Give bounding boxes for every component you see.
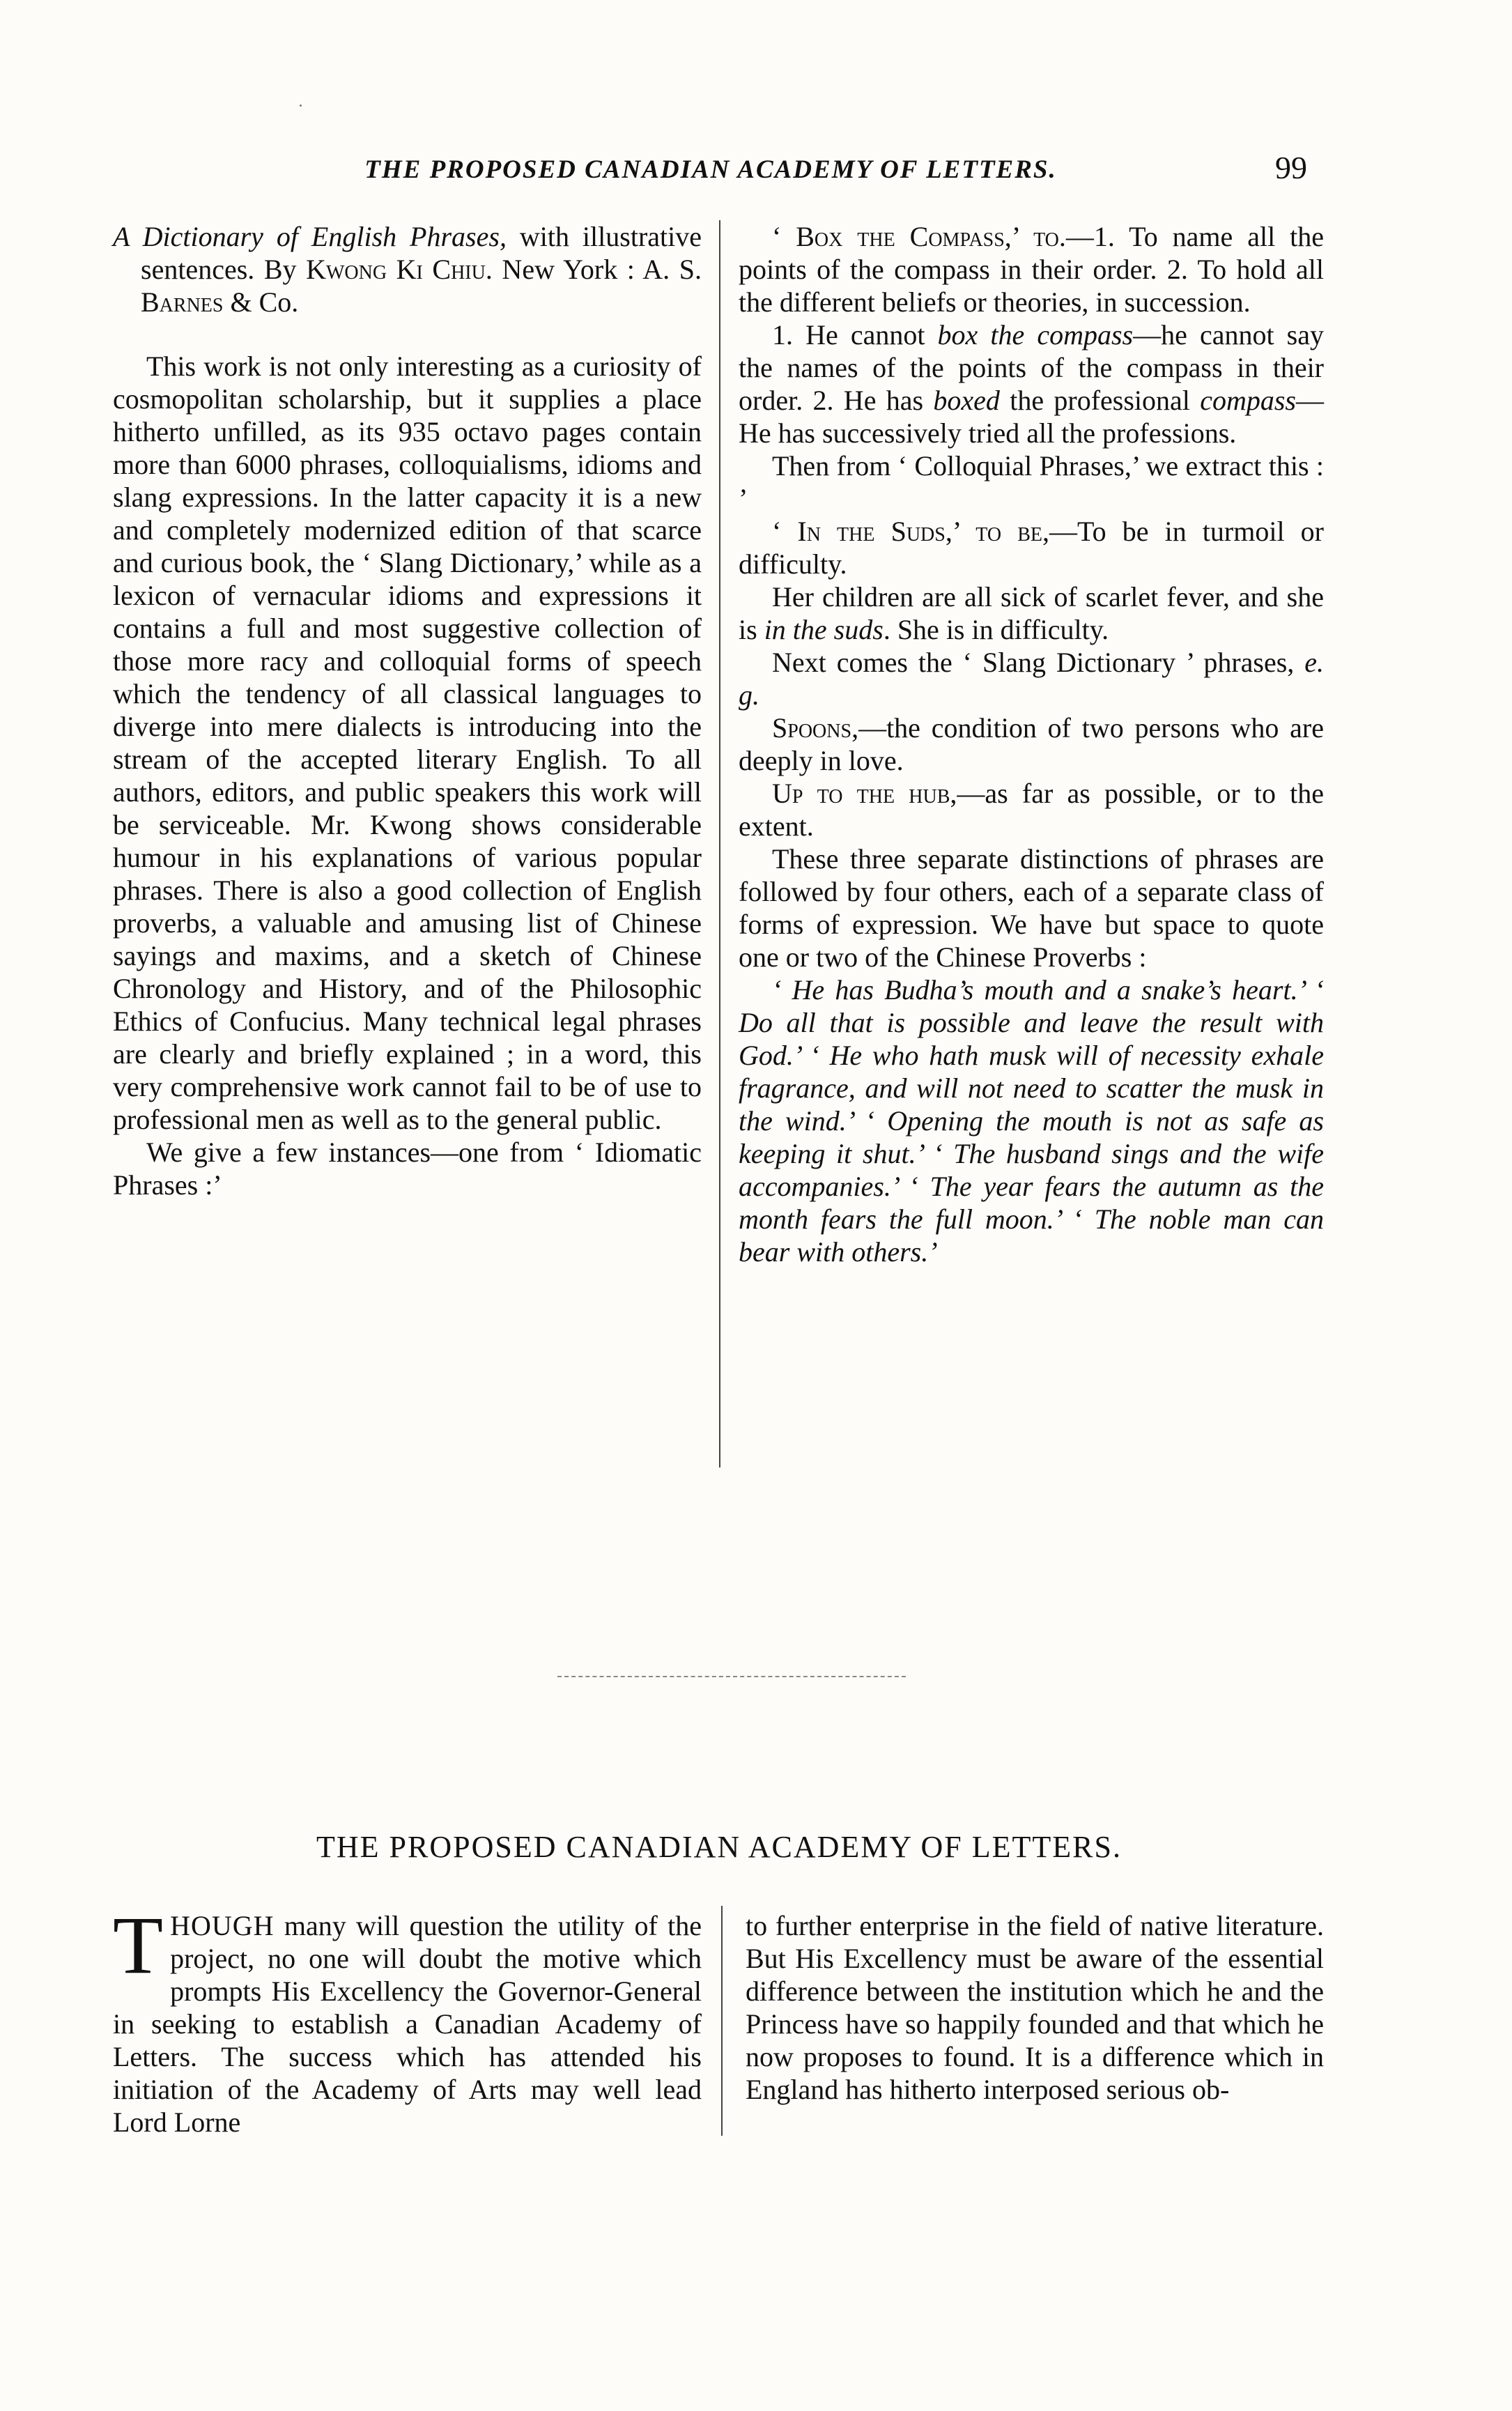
stray-mark [300,105,302,107]
publisher-text: . New York : A. S. [485,254,702,285]
slang-intro-a: Next comes the ‘ Slang Dictionary ’ phrases, [772,647,1305,678]
suds-ex-a: Her children are all sick of scarlet fever, and she is [739,581,1324,645]
article-title: THE PROPOSED CANADIAN ACADEMY OF LETTERS. [316,1830,1122,1864]
hub-definition: ,—as far as possible, or to the extent. [739,778,1325,842]
compass-ex-b: box the compass [937,319,1134,351]
lead-word: HOUGH [170,1910,275,1941]
compass-entry [739,220,1324,318]
spoons-head: Spoons [772,712,852,744]
hub-entry [739,777,1324,842]
book-citation [113,220,702,318]
compass-ex-f: compass [1200,385,1296,416]
suds-definition: —To be in turmoil or difficulty. [739,516,1324,580]
spoons-entry [739,711,1324,777]
suds-example [739,580,1324,646]
publisher-end: & Co. [223,286,299,318]
section-separator [557,1676,906,1677]
hub-head: Up to the hub [772,778,950,809]
review-paragraph-2: We give a few instances—one from ‘ Idiomatic Phrases :’ [113,1137,702,1201]
drop-cap: T [113,1900,164,1991]
book-title: A Dictionary of English Phrases, [113,221,507,252]
suds-head: ‘ In the Suds,’ to be, [772,516,1049,547]
article-opening [113,1900,702,2139]
book-title-rest: with illustrative sentences. By [141,221,702,285]
compass-ex-d: boxed [933,385,1000,416]
page-number: 99 [1275,150,1307,185]
column-rule [719,220,720,1468]
slang-intro [739,646,1324,711]
compass-example [739,318,1324,449]
distinctions-paragraph: These three separate distinctions of phrases are followed by four others, each of a separate class of forms of expression. We have but space to quote one or two of the Chinese Proverbs : [739,843,1324,973]
suds-entry [739,515,1324,580]
chinese-proverbs: ‘ He has Budha’s mouth and a snake’s heart.’ ‘ Do all that is possible and leave the result with God.’ ‘ He who hath musk will of necessity exhale fragrance, and will not need to scatter the musk in the wind.’ ‘ Opening the mouth is not as safe as keeping it shut.’ ‘ The husband sings and the wife accompanies.’ ‘ The year fears the autumn as the month fears the full moon.’ ‘ The noble man can bear with others.’ [739,974,1324,1268]
article-column-rule [721,1906,723,2136]
article-right-column [746,1909,1324,2106]
review-right-column [739,220,1324,1268]
suds-ex-c: . She is in difficulty. [883,614,1109,645]
spoons-definition: ,—the condition of two persons who are deeply in love. [739,712,1324,776]
slang-intro-b: e. g. [739,647,1324,711]
review-paragraph-1: This work is not only interesting as a curiosity of cosmopolitan scholarship, but it supplies a place hitherto unfilled, as its 935 octavo pages contain more than 6000 phrases, colloquialisms, idioms and slang expressions. In the latter capacity it is a new and completely modernized edition of that scarce and curious book, the ‘ Slang Dictionary,’ while as a lexicon of vernacular idioms and expressions it contains a full and most suggestive collection of those more racy and colloquial forms of speech which the tendency of all classical languages to diverge into mere dialects is introducing into the stream of the accepted literary English. To all authors, editors, and public speakers this work will be serviceable. Mr. Kwong shows considerable humour in his explanations of various popular phrases. There is also a good collection of English proverbs, a valuable and amusing list of Chinese sayings and maxims, and a sketch of Chinese Chronology and History, and of the Philosophic Ethics of Confucius. Many technical legal phrases are clearly and briefly explained ; in a word, this very comprehensive work cannot fail to be of use to professional men as well as to the general public. [113,351,702,1135]
publisher-name: Barnes [141,286,224,318]
article-left-text: many will question the utility of the project, no one will doubt the motive which prompts His Excellency the Governor-General in seeking to establish a Canadian Academy of Letters. The success which has attended his initiation of the Academy of Arts may well lead Lord Lorne [113,1910,702,2138]
compass-ex-g: —He has successively tried all the professions. [739,385,1324,449]
compass-ex-a: 1. He cannot [772,319,938,351]
running-head: THE PROPOSED CANADIAN ACADEMY OF LETTERS. [364,155,1057,184]
suds-ex-b: in the suds [764,614,884,645]
colloquial-intro: Then from ‘ Colloquial Phrases,’ we extract this : ’ [739,450,1324,514]
compass-definition: —1. To name all the points of the compass in their order. 2. To hold all the different beliefs or theories, in succession. [739,221,1324,318]
book-author: Kwong Ki Chiu [306,254,486,285]
compass-head: ‘ Box the Compass,’ to. [772,221,1066,252]
compass-ex-e: the professional [999,385,1201,416]
review-left-column [113,220,702,1201]
compass-ex-c: —he cannot say the names of the points of the compass in their order. 2. He has [739,319,1324,416]
article-left-column [113,1900,702,2139]
article-right-text: to further enterprise in the field of native literature. But His Excellency must be aware of the essential difference between the institution which he and the Princess have so happily founded and that which he now proposes to found. It is a difference which in England has hitherto interposed serious ob- [746,1910,1324,2105]
